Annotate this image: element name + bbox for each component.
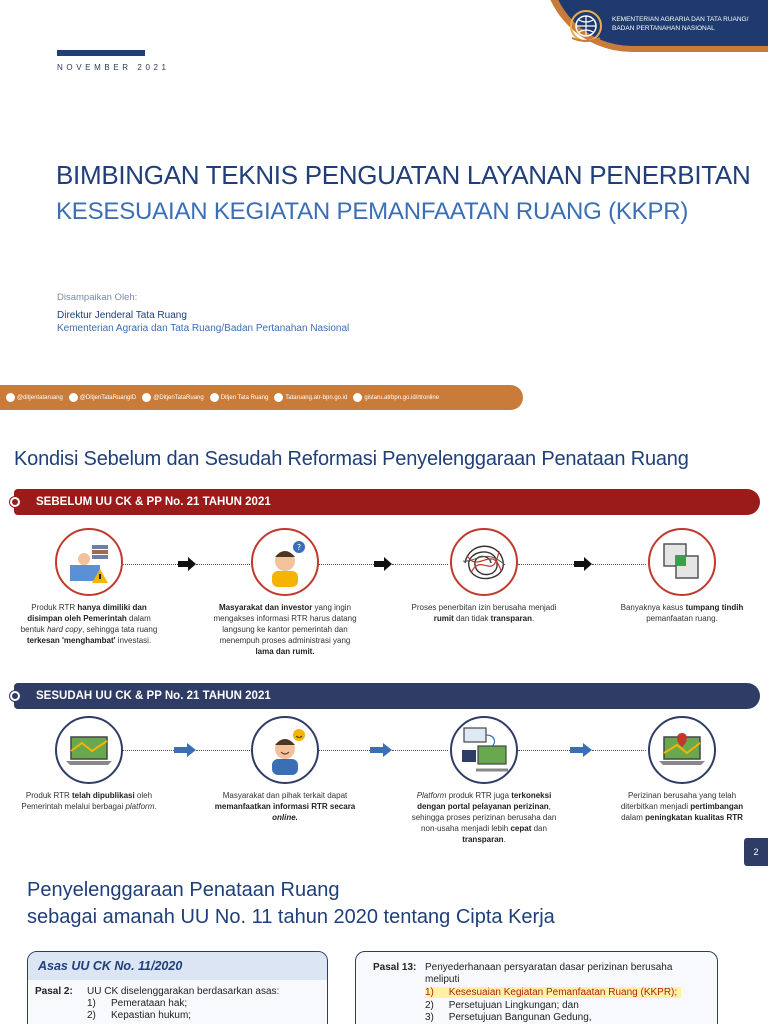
list-item: 2) Persetujuan Lingkungan; dan — [425, 1000, 579, 1011]
social-item-facebook[interactable]: @DitjenTataRuangID — [69, 393, 136, 402]
happy-person-icon — [258, 723, 312, 777]
laptop-pin-icon — [655, 723, 709, 777]
slide3-title-line2: sebagai amanah UU No. 11 tahun 2020 tentang Cipta Kerja — [27, 906, 555, 928]
pasal-2-label: Pasal 2: — [35, 986, 73, 997]
tangled-lines-icon — [455, 533, 513, 591]
list-item-highlighted: 1) Kesesuaian Kegiatan Pemanfaatan Ruang (KKPR); — [425, 987, 681, 998]
after-step-3: Platform produk RTR juga terkoneksi dengan portal pelayanan perizinan, sehingga proses perizinan berusaha dan non-usaha menjadi lebih cepat dan transparan. — [403, 716, 565, 845]
arrow-right-icon — [174, 743, 196, 757]
confused-person-icon — [258, 535, 312, 589]
after-step-2: Masyarakat dan pihak terkait dapat memanfaatkan informasi RTR secara online. — [212, 716, 358, 823]
arrow-right-icon — [570, 743, 592, 757]
list-item: 2) Kepastian hukum; — [87, 1010, 192, 1021]
before-step-3: Proses penerbitan izin berusaha menjadi rumit dan tidak transparan. — [411, 528, 557, 624]
asas-box-header: Asas UU CK No. 11/2020 — [38, 959, 183, 973]
youtube-icon — [210, 393, 219, 402]
arrow-right-icon — [574, 557, 592, 571]
presenter-name: Direktur Jenderal Tata Ruang — [57, 310, 187, 321]
asas-intro: UU CK diselenggarakan berdasarkan asas: — [87, 986, 280, 997]
social-item-instagram[interactable]: @ditjentataruang — [6, 393, 63, 402]
cover-subtitle: KESESUAIAN KEGIATAN PEMANFAATAN RUANG (KKPR) — [56, 198, 689, 225]
pasal-13-intro-1: Penyederhanaan persyaratan dasar perizinan berusaha — [425, 962, 673, 973]
cover-title: BIMBINGAN TEKNIS PENGUATAN LAYANAN PENERBITAN — [56, 160, 751, 190]
social-item-website[interactable]: Tataruang.atr-bpn.go.id — [274, 393, 347, 402]
slide-title: Kondisi Sebelum dan Sesudah Reformasi Penyelenggaraan Penataan Ruang — [14, 448, 689, 470]
facebook-icon — [69, 393, 78, 402]
globe-icon — [353, 393, 362, 402]
document-stack-icon — [62, 535, 116, 589]
instagram-icon — [6, 393, 15, 402]
presenter-org: Kementerian Agraria dan Tata Ruang/Badan Pertanahan Nasional — [57, 323, 350, 334]
asas-box — [27, 951, 328, 1024]
cover-accent-bar — [57, 50, 145, 56]
pasal-13-box — [355, 951, 718, 1024]
pasal-13-intro-2: meliputi — [425, 974, 460, 985]
connected-devices-icon — [456, 722, 512, 778]
slide3-title-line1: Penyelenggaraan Penataan Ruang — [27, 879, 340, 901]
list-item: 3) Persetujuan Bangunan Gedung, — [425, 1012, 592, 1023]
twitter-icon — [142, 393, 151, 402]
cover-slide — [0, 0, 768, 412]
arrow-right-icon — [178, 557, 196, 571]
before-section-bar: SEBELUM UU CK & PP No. 21 TAHUN 2021 — [14, 489, 760, 515]
after-step-4: Perizinan berusaha yang telah diterbitkan menjadi pertimbangan dalam peningkatan kualitas RTR — [609, 716, 755, 823]
svg-text:?: ? — [296, 543, 302, 552]
pasal-13-label: Pasal 13: — [373, 962, 417, 973]
laptop-map-icon — [62, 723, 116, 777]
presented-by-label: Disampaikan Oleh: — [57, 292, 138, 303]
arrow-right-icon — [370, 743, 392, 757]
after-step-1: Produk RTR telah dipublikasi oleh Pemerintah melalui berbagai platform. — [16, 716, 162, 812]
ministry-logo-icon — [568, 8, 604, 44]
social-item-youtube[interactable]: Ditjen Tata Ruang — [210, 393, 269, 402]
page-number: 2 — [744, 838, 768, 866]
overlap-squares-icon — [658, 538, 706, 586]
list-item: 1) Pemerataan hak; — [87, 998, 188, 1009]
arrow-right-icon — [374, 557, 392, 571]
social-item-gistaru[interactable]: gistaru.atrbpn.go.id/rtronline — [353, 393, 439, 402]
web-icon — [274, 393, 283, 402]
before-after-slide — [0, 432, 768, 866]
cipta-kerja-slide — [0, 868, 768, 1024]
before-step-2: ? Masyarakat dan investor yang ingin mengakses informasi RTR harus datang langsung ke kantor pemerintah dan menempuh proses administrasi yang lama dan rumit. — [212, 528, 358, 657]
after-section-bar: SESUDAH UU CK & PP No. 21 TAHUN 2021 — [14, 683, 760, 709]
before-step-1: Produk RTR hanya dimiliki dan disimpan oleh Pemerintah dalam bentuk hard copy, sehingga tata ruang terkesan 'menghambat' investasi. — [16, 528, 162, 646]
cover-date: NOVEMBER 2021 — [57, 63, 170, 72]
social-item-twitter[interactable]: @DitjenTataRuang — [142, 393, 203, 402]
ministry-name: KEMENTERIAN AGRARIA DAN TATA RUANG/ BADAN PERTANAHAN NASIONAL — [612, 16, 749, 32]
social-media-bar — [0, 385, 523, 410]
before-step-4: Banyaknya kasus tumpang tindih pemanfaatan ruang. — [609, 528, 755, 624]
